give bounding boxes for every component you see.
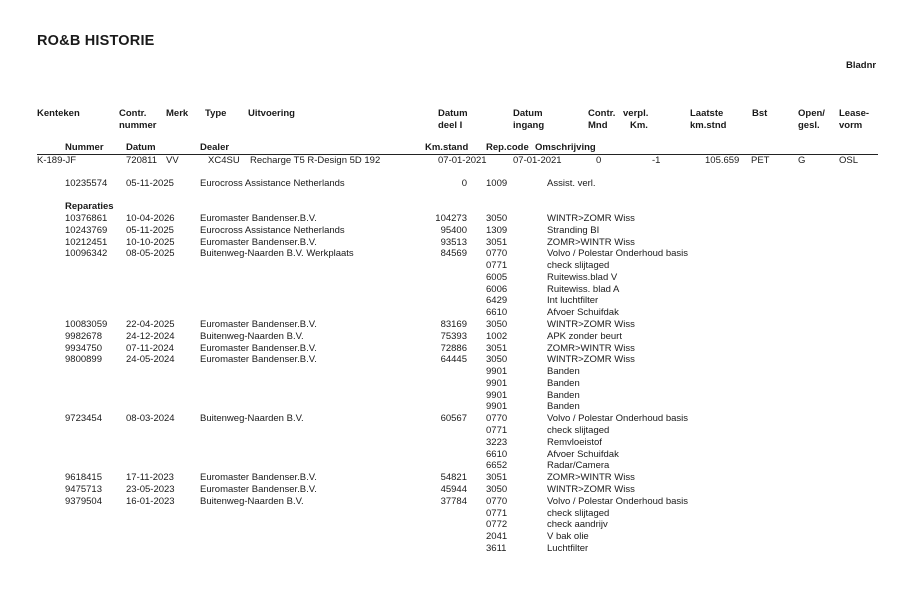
row-repcode: 3050 [486, 354, 508, 365]
row-datum: 22-04-2025 [126, 319, 175, 330]
row-repcode: 0771 [486, 508, 508, 519]
header-type: Type [205, 108, 227, 119]
vehicle-datum-deel-i: 07-01-2021 [438, 155, 487, 166]
header-uitvoering: Uitvoering [248, 108, 295, 119]
row-datum: 10-04-2026 [126, 213, 175, 224]
reparaties-heading: Reparaties [65, 201, 114, 212]
row-datum: 24-12-2024 [126, 331, 175, 342]
page-number-label: Bladnr [846, 60, 877, 71]
row-datum: 24-05-2024 [126, 354, 175, 365]
vehicle-lease-vorm: OSL [839, 155, 859, 166]
header-contr-nummer: nummer [119, 120, 157, 131]
row-omschrijving: Ruitewiss.blad V [547, 272, 618, 283]
row-datum: 17-11-2023 [126, 472, 174, 483]
row-repcode: 0770 [486, 413, 508, 424]
row-repcode: 2041 [486, 531, 508, 542]
row-omschrijving: check slijtaged [547, 260, 610, 271]
row-nummer: 9723454 [65, 413, 102, 424]
header-datum-ingang: Datum [513, 108, 543, 119]
header-lease: Lease- [839, 108, 870, 119]
header-datum: Datum [126, 142, 156, 153]
row-datum: 08-05-2025 [126, 248, 175, 259]
row-repcode: 3051 [486, 237, 508, 248]
row-omschrijving: V bak olie [547, 531, 589, 542]
row-km: 72886 [440, 343, 467, 354]
vehicle-merk: VV [166, 155, 179, 166]
row-nummer: 10212451 [65, 237, 108, 248]
header-gesl: gesl. [798, 120, 820, 131]
row-omschrijving: WINTR>ZOMR Wiss [547, 319, 635, 330]
header-verpl: verpl. [623, 108, 649, 119]
row-omschrijving: Stranding BI [547, 225, 600, 236]
row-omschrijving: Afvoer Schuifdak [547, 307, 619, 318]
row-omschrijving: check aandrijv [547, 519, 608, 530]
row-km: 45944 [440, 484, 467, 495]
row-dealer: Buitenweg-Naarden B.V. [200, 496, 304, 507]
row-dealer: Buitenweg-Naarden B.V. Werkplaats [200, 248, 354, 259]
header-deel-i: deel I [438, 120, 463, 131]
row-nummer: 9618415 [65, 472, 102, 483]
header-km: Km. [630, 120, 648, 131]
header-km-stnd: km.stnd [690, 120, 727, 131]
row-dealer: Euromaster Bandenser.B.V. [200, 213, 317, 224]
row-dealer: Buitenweg-Naarden B.V. [200, 331, 304, 342]
assist-code: 1009 [486, 178, 508, 189]
row-nummer: 10243769 [65, 225, 108, 236]
row-omschrijving: Banden [547, 366, 580, 377]
row-repcode: 6610 [486, 307, 508, 318]
report-title: RO&B HISTORIE [37, 33, 155, 49]
vehicle-kenteken: K-189-JF [37, 155, 77, 166]
row-dealer: Euromaster Bandenser.B.V. [200, 343, 317, 354]
row-omschrijving: ZOMR>WINTR Wiss [547, 343, 635, 354]
row-omschrijving: check slijtaged [547, 508, 610, 519]
row-nummer: 10083059 [65, 319, 108, 330]
row-datum: 10-10-2025 [126, 237, 175, 248]
row-omschrijving: APK zonder beurt [547, 331, 622, 342]
vehicle-open-gesl: G [798, 155, 806, 166]
row-repcode: 0772 [486, 519, 508, 530]
row-repcode: 9901 [486, 378, 508, 389]
row-repcode: 3223 [486, 437, 508, 448]
row-nummer: 9475713 [65, 484, 102, 495]
header-nummer: Nummer [65, 142, 104, 153]
row-km: 37784 [440, 496, 467, 507]
row-omschrijving: Volvo / Polestar Onderhoud basis [547, 248, 689, 259]
header-open: Open/ [798, 108, 825, 119]
vehicle-uitvoering: Recharge T5 R-Design 5D 192 [250, 155, 381, 166]
row-datum: 23-05-2023 [126, 484, 175, 495]
row-repcode: 3050 [486, 484, 508, 495]
row-repcode: 3050 [486, 213, 508, 224]
row-repcode: 9901 [486, 401, 508, 412]
row-dealer: Eurocross Assistance Netherlands [200, 225, 345, 236]
row-nummer: 9982678 [65, 331, 102, 342]
row-omschrijving: Luchtfilter [547, 543, 589, 554]
row-omschrijving: ZOMR>WINTR Wiss [547, 237, 635, 248]
row-repcode: 6610 [486, 449, 508, 460]
row-omschrijving: Afvoer Schuifdak [547, 449, 619, 460]
row-km: 60567 [440, 413, 467, 424]
row-repcode: 0771 [486, 260, 508, 271]
header-contr: Contr. [119, 108, 147, 119]
row-omschrijving: Int luchtfilter [547, 295, 599, 306]
row-repcode: 3050 [486, 319, 508, 330]
row-km: 83169 [440, 319, 467, 330]
row-datum: 08-03-2024 [126, 413, 175, 424]
row-omschrijving: Volvo / Polestar Onderhoud basis [547, 413, 689, 424]
row-repcode: 3051 [486, 343, 508, 354]
row-omschrijving: check slijtaged [547, 425, 610, 436]
row-repcode: 1309 [486, 225, 508, 236]
row-dealer: Euromaster Bandenser.B.V. [200, 354, 317, 365]
header-omschrijving: Omschrijving [535, 142, 596, 153]
assist-nummer: 10235574 [65, 178, 108, 189]
header-dealer: Dealer [200, 142, 230, 153]
row-nummer: 10096342 [65, 248, 108, 259]
header-kmstand: Km.stand [425, 142, 469, 153]
header-ingang: ingang [513, 120, 545, 131]
row-omschrijving: Ruitewiss. blad A [547, 284, 620, 295]
vehicle-km: -1 [652, 155, 661, 166]
row-km: 84569 [440, 248, 467, 259]
row-omschrijving: WINTR>ZOMR Wiss [547, 213, 635, 224]
row-nummer: 9800899 [65, 354, 102, 365]
row-dealer: Euromaster Bandenser.B.V. [200, 484, 317, 495]
row-dealer: Buitenweg-Naarden B.V. [200, 413, 304, 424]
row-repcode: 3611 [486, 543, 507, 554]
vehicle-type: XC4SU [208, 155, 240, 166]
vehicle-mnd: 0 [596, 155, 602, 166]
row-repcode: 9901 [486, 366, 508, 377]
vehicle-contract: 720811 [126, 155, 157, 166]
row-repcode: 1002 [486, 331, 508, 342]
vehicle-laatste-km: 105.659 [705, 155, 740, 166]
header-bst: Bst [752, 108, 768, 119]
row-km: 104273 [435, 213, 467, 224]
row-dealer: Euromaster Bandenser.B.V. [200, 472, 317, 483]
vehicle-datum-ingang: 07-01-2021 [513, 155, 562, 166]
row-repcode: 6652 [486, 460, 508, 471]
assist-dealer: Eurocross Assistance Netherlands [200, 178, 345, 189]
header-laatste: Laatste [690, 108, 724, 119]
header-datum-deel: Datum [438, 108, 468, 119]
row-omschrijving: Banden [547, 378, 580, 389]
row-omschrijving: Banden [547, 390, 580, 401]
row-repcode: 3051 [486, 472, 508, 483]
header-contr-2: Contr. [588, 108, 616, 119]
row-km: 75393 [440, 331, 467, 342]
row-km: 93513 [440, 237, 467, 248]
row-datum: 16-01-2023 [126, 496, 175, 507]
row-nummer: 9379504 [65, 496, 102, 507]
row-dealer: Euromaster Bandenser.B.V. [200, 319, 317, 330]
row-repcode: 9901 [486, 390, 508, 401]
header-mnd: Mnd [588, 120, 608, 131]
row-omschrijving: Volvo / Polestar Onderhoud basis [547, 496, 689, 507]
row-omschrijving: Remvloeistof [547, 437, 602, 448]
row-omschrijving: WINTR>ZOMR Wiss [547, 354, 635, 365]
header-vorm: vorm [839, 120, 863, 131]
row-datum: 07-11-2024 [126, 343, 174, 354]
row-dealer: Euromaster Bandenser.B.V. [200, 237, 317, 248]
row-nummer: 10376861 [65, 213, 108, 224]
row-repcode: 6429 [486, 295, 508, 306]
row-omschrijving: ZOMR>WINTR Wiss [547, 472, 635, 483]
row-nummer: 9934750 [65, 343, 102, 354]
assist-omschrijving: Assist. verl. [547, 178, 596, 189]
row-datum: 05-11-2025 [126, 225, 174, 236]
row-omschrijving: Banden [547, 401, 580, 412]
assist-datum: 05-11-2025 [126, 178, 174, 189]
header-repcode: Rep.code [486, 142, 529, 153]
row-repcode: 6006 [486, 284, 508, 295]
row-repcode: 6005 [486, 272, 508, 283]
assist-km: 0 [461, 178, 467, 189]
header-merk: Merk [166, 108, 189, 119]
row-repcode: 0770 [486, 496, 508, 507]
header-kenteken: Kenteken [37, 108, 80, 119]
row-km: 64445 [440, 354, 467, 365]
vehicle-bst: PET [751, 155, 770, 166]
row-km: 95400 [440, 225, 467, 236]
row-km: 54821 [440, 472, 467, 483]
row-repcode: 0770 [486, 248, 508, 259]
row-repcode: 0771 [486, 425, 508, 436]
row-omschrijving: WINTR>ZOMR Wiss [547, 484, 635, 495]
row-omschrijving: Radar/Camera [547, 460, 610, 471]
